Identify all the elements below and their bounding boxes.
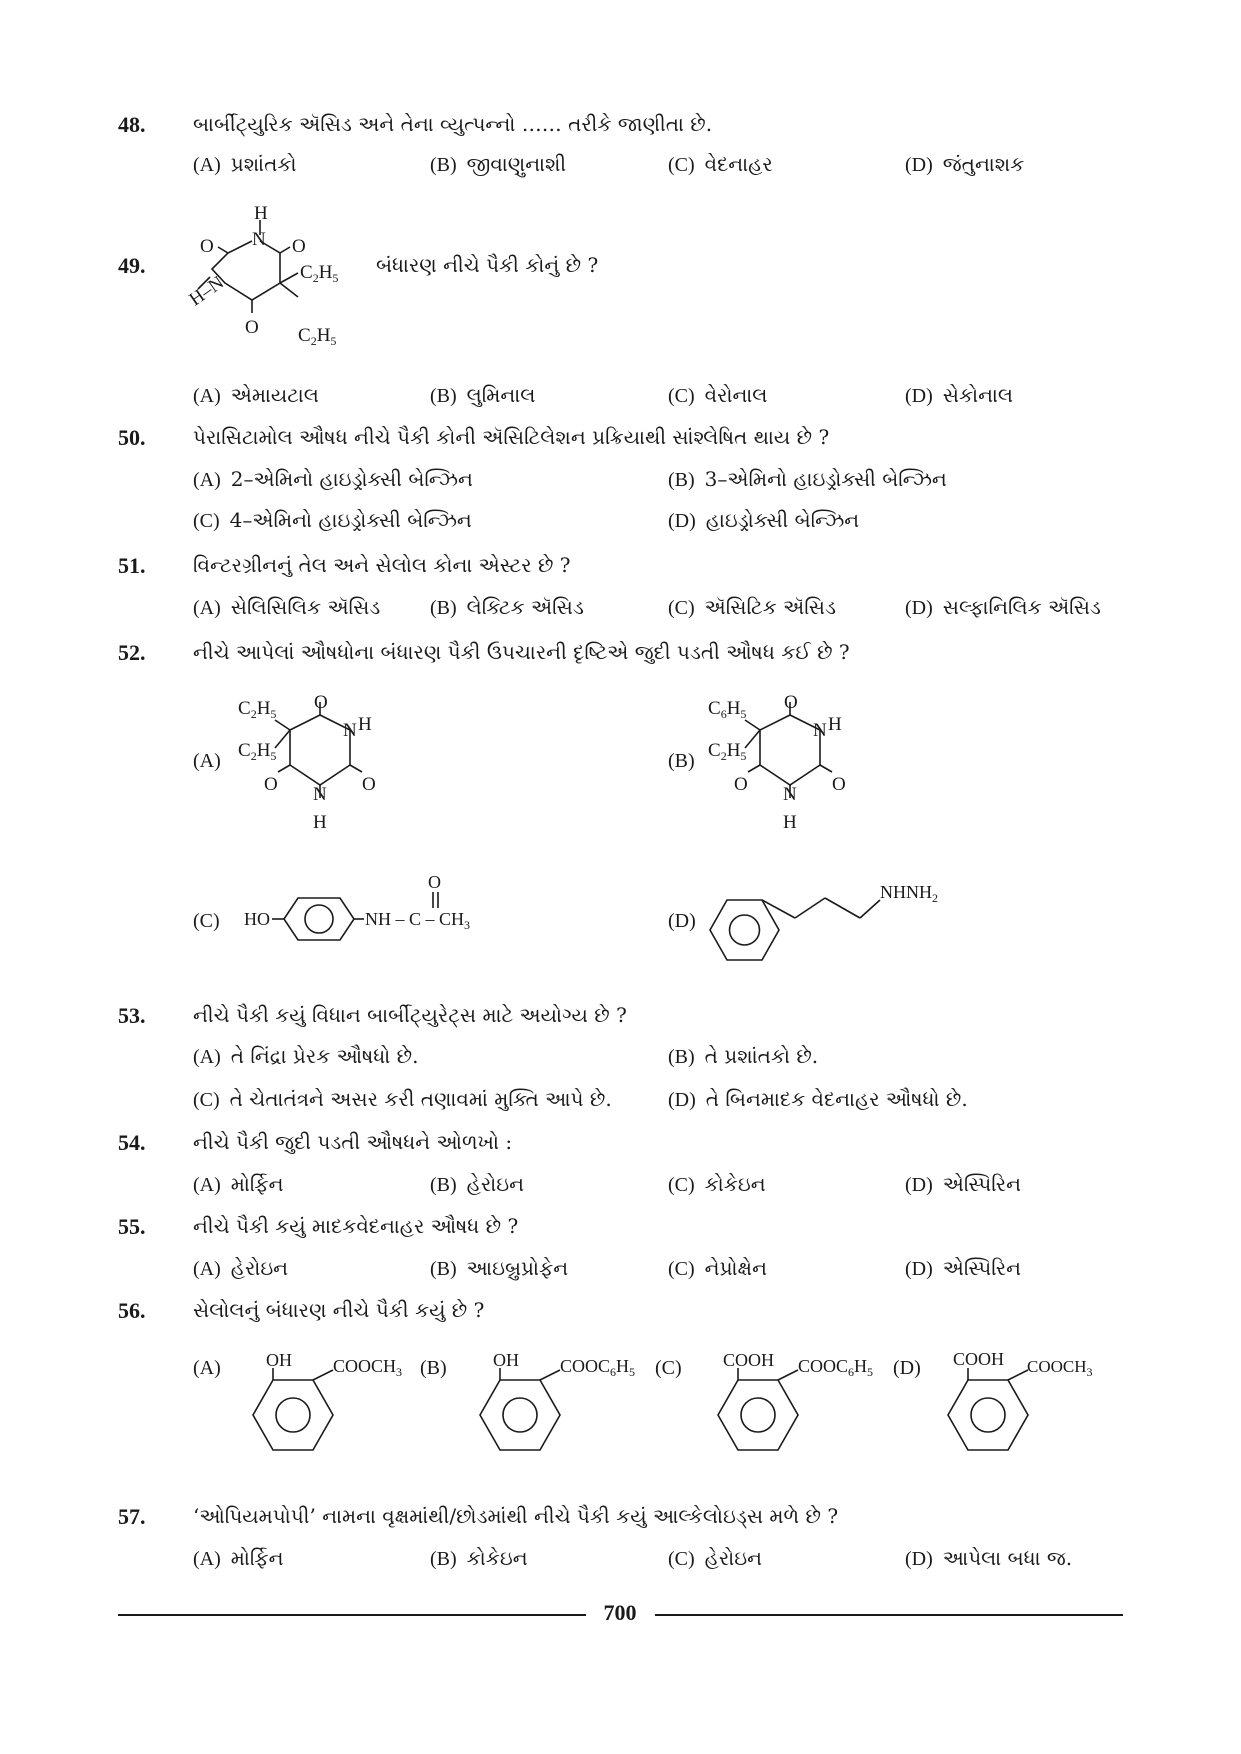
- question-text: નીચે પૈકી કયું વિધાન બાર્બીટ્યુરેટ્સ માટે અયોગ્ય છે ?: [193, 1003, 627, 1027]
- atom-o: O: [362, 774, 376, 795]
- question-number: 56.: [118, 1298, 146, 1323]
- option-text: પ્રશાંતકો: [230, 152, 297, 176]
- option-text: મોર્ફિન: [230, 1546, 284, 1570]
- option-label: (B): [430, 597, 457, 619]
- atom-o-left: O: [200, 236, 214, 257]
- option-d[interactable]: [905, 595, 1101, 620]
- option-c[interactable]: [668, 595, 836, 620]
- atom-h: H: [254, 203, 268, 224]
- atom-h: H: [313, 812, 327, 833]
- atom-o: O: [832, 774, 846, 795]
- question-text: બાર્બીટ્યુરિક ઍસિડ અને તેના વ્યુત્પન્નો …… તરીકે જાણીતા છે.: [193, 112, 713, 136]
- option-text: તે પ્રશાંતકો છે.: [704, 1044, 819, 1068]
- substituent-side: $COOC_6H_5$: [798, 1356, 874, 1379]
- atom-o: O: [264, 774, 278, 795]
- option-text: કોકેઇન: [466, 1546, 528, 1570]
- structure-56a: [228, 1350, 428, 1480]
- option-label: (C): [668, 597, 695, 619]
- substituent-r2: $C_2H_5$: [238, 740, 277, 763]
- option-c[interactable]: [668, 1256, 767, 1281]
- question-number: 54.: [118, 1130, 146, 1155]
- question-number: 52.: [118, 640, 146, 665]
- substituent-r2: $C_2H_5$: [708, 740, 747, 763]
- option-label: (B): [430, 154, 457, 176]
- option-text: સલ્ફાનિલિક ઍસિડ: [942, 595, 1101, 619]
- option-label: (D): [905, 1174, 933, 1196]
- footer-rule-right: [655, 1614, 1123, 1616]
- question-number: 50.: [118, 425, 146, 450]
- option-label: (A): [193, 154, 221, 176]
- atom-h: H: [783, 812, 797, 833]
- structure-56c: [693, 1350, 903, 1480]
- option-label: (B): [420, 1357, 447, 1379]
- option-text: ઍસિટિક ઍસિડ: [704, 595, 836, 619]
- footer-rule-left: [118, 1614, 586, 1616]
- option-label: (D): [905, 1258, 933, 1280]
- option-label: (C): [655, 1357, 682, 1379]
- option-b[interactable]: [430, 152, 566, 177]
- atom-nh: N: [343, 720, 357, 741]
- option-c[interactable]: [193, 508, 472, 533]
- option-b[interactable]: [430, 1256, 568, 1281]
- option-d[interactable]: [905, 1546, 1072, 1571]
- atom-o: O: [314, 692, 328, 713]
- option-text: એસ્પિરિન: [942, 1256, 1022, 1280]
- substituent-side: $COOCH_3$: [1027, 1357, 1093, 1379]
- option-text: આઇબ્રુપ્રોફેન: [466, 1256, 569, 1280]
- option-c[interactable]: [193, 908, 230, 933]
- structure-52b: [710, 690, 910, 840]
- option-label: (A): [193, 1046, 221, 1068]
- option-label: (B): [430, 1258, 457, 1280]
- question-text: બંધારણ નીચે પૈકી કોનું છે ?: [376, 253, 599, 277]
- substituent-r1: $C_2H_5$: [300, 262, 339, 285]
- option-a[interactable]: [193, 1044, 418, 1069]
- option-a[interactable]: [193, 1355, 231, 1380]
- atom-nh: H–N: [185, 272, 228, 311]
- option-text: 3–એમિનો હાઇડ્રોક્સી બેન્ઝિન: [704, 467, 947, 491]
- atom-h: H: [828, 714, 842, 735]
- option-a[interactable]: [193, 152, 296, 177]
- atom-h: H: [358, 714, 372, 735]
- option-d[interactable]: [905, 383, 1013, 408]
- option-text: હાઇડ્રોક્સી બેન્ઝિન: [705, 508, 860, 532]
- atom-o: O: [784, 692, 798, 713]
- atom-o: O: [734, 774, 748, 795]
- option-text: હેરોઇન: [704, 1546, 762, 1570]
- option-label: (A): [193, 385, 221, 407]
- option-c[interactable]: [668, 383, 767, 408]
- question-text: નીચે પૈકી જુદી પડતી ઔષધને ઓળખો :: [193, 1130, 513, 1154]
- substituent-side: $COOC_6H_5$: [560, 1356, 636, 1379]
- option-a[interactable]: [193, 1172, 284, 1197]
- substituent-r1: $C_6H_5$: [708, 698, 747, 721]
- option-text: સેલિસિલિક ઍસિડ: [230, 595, 381, 619]
- option-b[interactable]: [430, 383, 535, 408]
- option-label: (C): [668, 1174, 695, 1196]
- question-text: નીચે આપેલાં ઔષધોના બંધારણ પૈકી ઉપચારની દૃષ્ટિએ જુદી પડતી ઔષધ કઈ છે ?: [193, 640, 850, 664]
- option-text: તે નિંદ્રા પ્રેરક ઔષધો છે.: [230, 1044, 419, 1068]
- option-text: સેકોનાલ: [942, 383, 1014, 407]
- option-d[interactable]: [905, 1256, 1021, 1281]
- option-label: (D): [668, 510, 696, 532]
- option-c[interactable]: [193, 1087, 612, 1112]
- atom-o: O: [428, 872, 441, 892]
- option-label: (D): [905, 385, 933, 407]
- atom-nh: N: [813, 720, 827, 741]
- barbiturate-structure-q49: [185, 203, 380, 365]
- question-text: સેલોલનું બંધારણ નીચે પૈકી કયું છે ?: [193, 1298, 485, 1322]
- option-label: (A): [193, 750, 221, 772]
- option-text: લુમિનાલ: [466, 383, 536, 407]
- option-label: (D): [893, 1357, 921, 1379]
- option-label: (B): [668, 750, 695, 772]
- option-text: તે બિનમાદક વેદનાહર ઔષધો છે.: [705, 1087, 968, 1111]
- substituent-top: OH: [493, 1350, 519, 1370]
- option-label: (A): [193, 469, 221, 491]
- option-label: (B): [430, 385, 457, 407]
- option-a[interactable]: [193, 1546, 284, 1571]
- option-a[interactable]: [193, 1256, 288, 1281]
- atom-o-right: O: [292, 236, 306, 257]
- question-text: પેરાસિટામોલ ઔષધ નીચે પૈકી કોની ઍસિટિલેશન પ્રક્રિયાથી સાંશ્લેષિત થાય છે ?: [193, 425, 830, 449]
- option-a[interactable]: [193, 383, 319, 408]
- option-d[interactable]: [905, 1172, 1021, 1197]
- question-number: 53.: [118, 1003, 146, 1028]
- option-text: વેરોનાલ: [704, 383, 768, 407]
- option-text: હેરોઇન: [466, 1172, 524, 1196]
- question-number: 48.: [118, 112, 146, 137]
- option-text: જંતુનાશક: [942, 152, 1025, 176]
- question-number: 55.: [118, 1214, 146, 1239]
- question-text: વિન્ટરગ્રીનનું તેલ અને સેલોલ કોના એસ્ટર છે ?: [193, 553, 571, 577]
- option-label: (B): [430, 1548, 457, 1570]
- option-label: (C): [668, 1548, 695, 1570]
- option-b[interactable]: [430, 595, 584, 620]
- atom-ho: HO: [244, 909, 270, 929]
- option-text: નેપ્રોક્ષેન: [704, 1256, 767, 1280]
- substituent-r2: $C_2H_5$: [298, 325, 337, 348]
- option-label: (A): [193, 1258, 221, 1280]
- option-text: જીવાણુનાશી: [466, 152, 567, 176]
- option-d[interactable]: [668, 508, 859, 533]
- option-label: (B): [430, 1174, 457, 1196]
- substituent-top: COOH: [723, 1350, 775, 1370]
- question-text: નીચે પૈકી કયું માદકવેદનાહર ઔષધ છે ?: [193, 1214, 519, 1238]
- substituent-r1: $C_2H_5$: [238, 698, 277, 721]
- option-a[interactable]: [193, 467, 473, 492]
- option-text: હેરોઇન: [230, 1256, 289, 1280]
- option-label: (C): [193, 910, 220, 932]
- option-text: એમાયટાલ: [230, 383, 319, 407]
- question-number: 49.: [118, 253, 146, 278]
- option-text: 2–એમિનો હાઇડ્રોક્સી બેન્ઝિન: [230, 467, 473, 491]
- option-a[interactable]: [193, 595, 380, 620]
- option-d[interactable]: [905, 152, 1024, 177]
- option-c[interactable]: [668, 1546, 762, 1571]
- substituent-side: $COOCH_3$: [333, 1356, 403, 1379]
- amide-chain: NH – C – $CH_3$: [365, 909, 471, 932]
- option-label: (C): [668, 385, 695, 407]
- option-d[interactable]: [668, 1087, 968, 1112]
- option-label: (C): [193, 510, 220, 532]
- page-number: 700: [603, 1600, 637, 1625]
- atom-n: N: [783, 784, 797, 805]
- option-a[interactable]: [193, 748, 231, 773]
- option-b[interactable]: [668, 748, 705, 773]
- atom-nhnh2: $NHNH_2$: [880, 882, 938, 905]
- structure-52c-paracetamol: [240, 870, 540, 950]
- option-label: (D): [905, 154, 933, 176]
- substituent-top: COOH: [953, 1349, 1005, 1369]
- option-b[interactable]: [420, 1355, 457, 1380]
- option-label: (D): [905, 597, 933, 619]
- structure-52d-phenelzine: [700, 870, 980, 980]
- option-label: (C): [668, 154, 695, 176]
- question-number: 51.: [118, 553, 146, 578]
- option-text: કોકેઇન: [704, 1172, 766, 1196]
- option-label: (D): [668, 910, 696, 932]
- question-text: ‘ઓપિયમપોપી’ નામના વૃક્ષમાંથી/છોડમાંથી નીચે પૈકી કયું આલ્કેલોઇડ્સ મળે છે ?: [193, 1504, 839, 1528]
- option-b[interactable]: [668, 1044, 818, 1069]
- option-text: તે ચેતાતંત્રને અસર કરી તણાવમાં મુક્તિ આપે છે.: [229, 1087, 612, 1111]
- option-label: (B): [668, 469, 695, 491]
- option-text: લેક્ટિક ઍસિડ: [466, 595, 584, 619]
- option-c[interactable]: [668, 152, 773, 177]
- option-label: (B): [668, 1046, 695, 1068]
- option-c[interactable]: [668, 1172, 766, 1197]
- atom-n: N: [252, 229, 266, 250]
- option-text: એસ્પિરિન: [942, 1172, 1022, 1196]
- option-label: (D): [905, 1548, 933, 1570]
- option-d[interactable]: [893, 1355, 931, 1380]
- option-text: મોર્ફિન: [230, 1172, 284, 1196]
- option-b[interactable]: [430, 1172, 524, 1197]
- atom-o-bottom: O: [245, 317, 259, 338]
- atom-n: N: [313, 784, 327, 805]
- structure-56d: [933, 1348, 1133, 1478]
- option-c[interactable]: [655, 1355, 692, 1380]
- option-b[interactable]: [668, 467, 947, 492]
- structure-52a: [240, 690, 440, 840]
- substituent-top: OH: [266, 1350, 292, 1370]
- option-label: (D): [668, 1089, 696, 1111]
- option-text: આપેલા બધા જ.: [942, 1546, 1073, 1570]
- option-text: વેદનાહર: [704, 152, 773, 176]
- question-number: 57.: [118, 1504, 146, 1529]
- option-label: (A): [193, 1548, 221, 1570]
- option-label: (A): [193, 1357, 221, 1379]
- option-label: (A): [193, 1174, 221, 1196]
- option-label: (A): [193, 597, 221, 619]
- structure-56b: [455, 1350, 665, 1480]
- option-label: (C): [193, 1089, 220, 1111]
- option-text: 4–એમિનો હાઇડ્રોક્સી બેન્ઝિન: [229, 508, 472, 532]
- option-b[interactable]: [430, 1546, 528, 1571]
- option-label: (C): [668, 1258, 695, 1280]
